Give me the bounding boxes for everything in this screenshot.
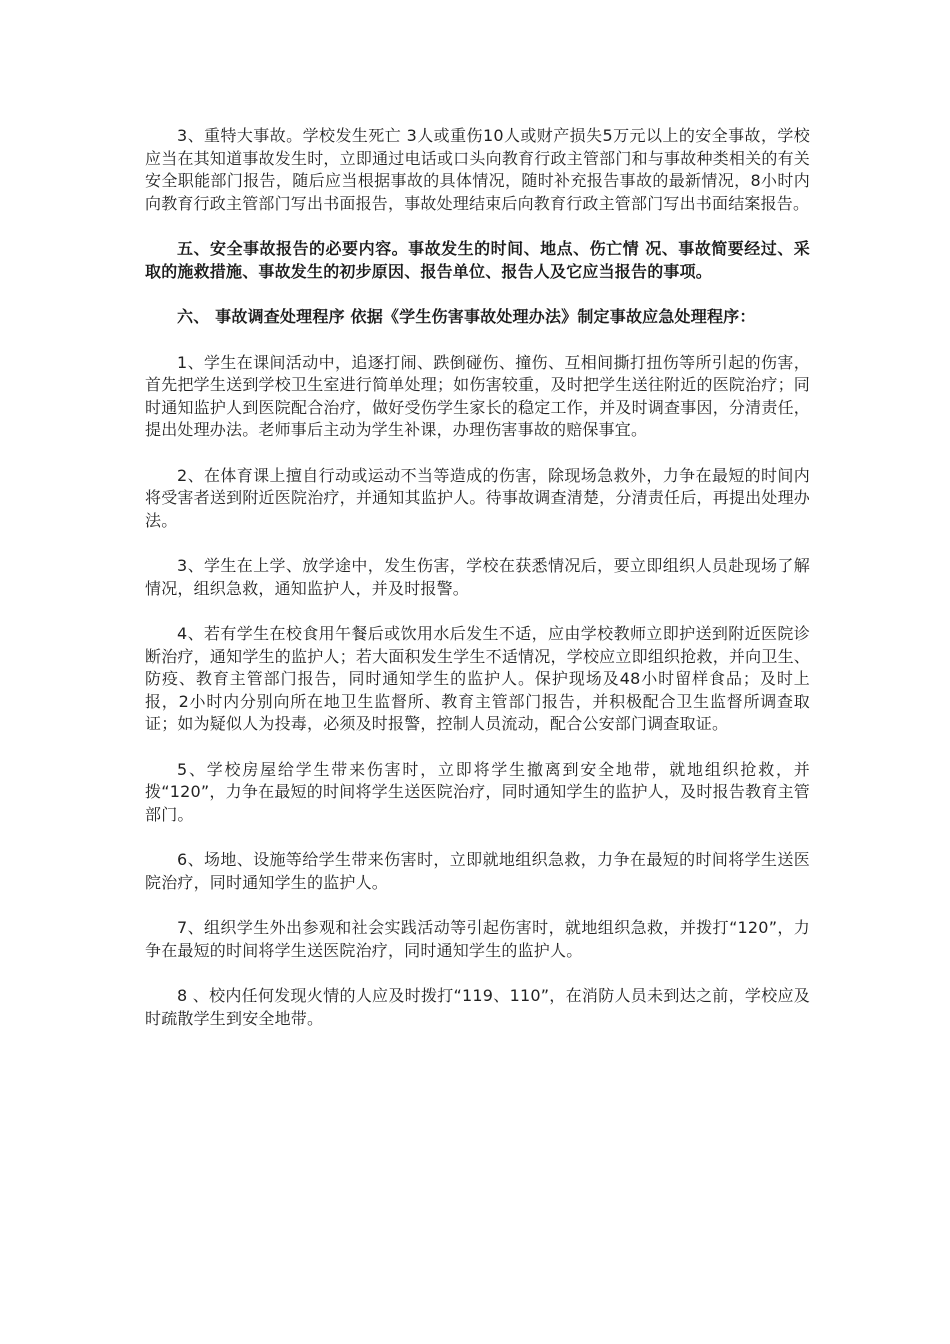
paragraph-procedure-5: 5、学校房屋给学生带来伤害时，立即将学生撤离到安全地带，就地组织抢救，并拨“120”，力争在最短的时间将学生送医院治疗，同时通知学生的监护人，及时报告教育主管部门。 [145, 759, 810, 824]
heading-investigation-procedure: 六、 事故调查处理程序 依据《学生伤害事故处理办法》制定事故应急处理程序： [177, 307, 756, 326]
document-page [145, 125, 810, 1053]
heading-report-content: 五、安全事故报告的必要内容。事故发生的时间、地点、伤亡情 况、事故简要经过、采取的施救措施、事故发生的初步原因、报告单位、报告人及它应当报告的事项。 [145, 239, 810, 281]
paragraph-procedure-4: 4、若有学生在校食用午餐后或饮用水后发生不适，应由学校教师立即护送到附近医院诊断治疗，通知学生的监护人；若大面积发生学生不适情况，学校应立即组织抢救，并向卫生、防疫、教育主管部门报告，同时通知学生的监护人。保护现场及48小时留样食品；及时上报，2小时内分别向所在地卫生监督所、教育主管部门报告，并积极配合卫生监督所调查取证；如为疑似人为投毒，必须及时报警，控制人员流动，配合公安部门调查取证。 [145, 624, 810, 733]
paragraph-procedure-8: 8 、校内任何发现火情的人应及时拨打“119、110”，在消防人员未到达之前，学校应及时疏散学生到安全地带。 [145, 986, 810, 1028]
paragraph-procedure-2: 2、在体育课上擅自行动或运动不当等造成的伤害，除现场急救外，力争在最短的时间内将受害者送到附近医院治疗，并通知其监护人。待事故调查清楚，分清责任后，再提出处理办法。 [145, 465, 810, 530]
paragraph-procedure-6: 6、场地、设施等给学生带来伤害时，立即就地组织急救，力争在最短的时间将学生送医院治疗，同时通知学生的监护人。 [145, 850, 810, 892]
paragraph-major-accident: 3、重特大事故。学校发生死亡 3人或重伤10人或财产损失5万元以上的安全事故，学校应当在其知道事故发生时，立即通过电话或口头向教育行政主管部门和与事故种类相关的有关安全职能部门报告，随后应当根据事故的具体情况，随时补充报告事故的最新情况，8小时内向教育行政主管部门写出书面报告，事故处理结束后向教育行政主管部门写出书面结案报告。 [145, 126, 810, 213]
paragraph-procedure-3: 3、学生在上学、放学途中，发生伤害，学校在获悉情况后，要立即组织人员赴现场了解情况，组织急救，通知监护人，并及时报警。 [145, 556, 810, 598]
paragraph-procedure-7: 7、组织学生外出参观和社会实践活动等引起伤害时，就地组织急救，并拨打“120”，力争在最短的时间将学生送医院治疗，同时通知学生的监护人。 [145, 918, 810, 960]
paragraph-procedure-1: 1、学生在课间活动中，追逐打闹、跌倒碰伤、撞伤、互相间撕打扭伤等所引起的伤害，首先把学生送到学校卫生室进行简单处理；如伤害较重，及时把学生送往附近的医院治疗；同时通知监护人到医院配合治疗，做好受伤学生家长的稳定工作，并及时调查事因，分清责任，提出处理办法。老师事后主动为学生补课，办理伤害事故的赔保事宜。 [145, 352, 810, 439]
